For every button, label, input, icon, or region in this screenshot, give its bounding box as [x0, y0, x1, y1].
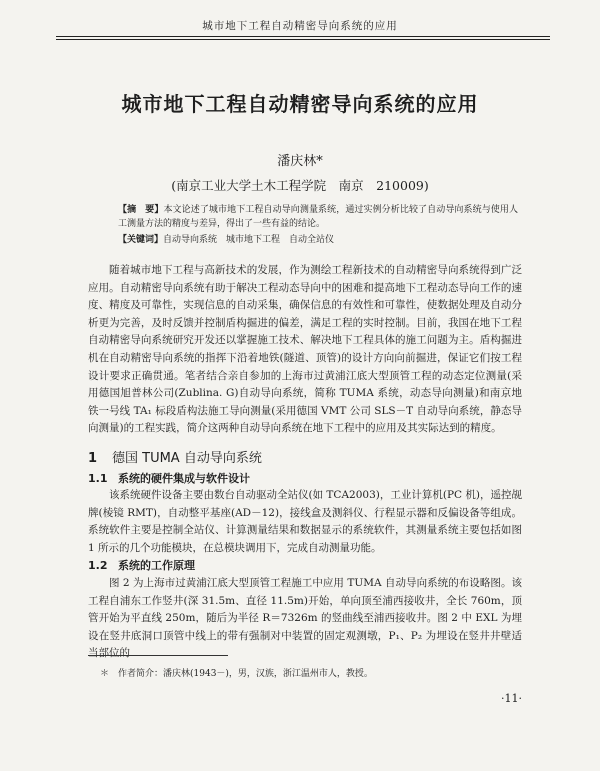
subsection-title: 系统的工作原理 — [118, 559, 195, 572]
section-heading-1 — [88, 447, 262, 466]
keywords-text: 自动导向系统 城市地下工程 自动全站仪 — [163, 235, 335, 245]
subsection-number: 1.1 — [88, 472, 108, 485]
footnote-rule — [88, 655, 228, 656]
subsection-title: 系统的硬件集成与软件设计 — [118, 472, 250, 485]
header-rule-double — [56, 39, 550, 40]
abstract-text: 本文论述了城市地下工程自动导向测量系统，通过实例分析比较了自动导向系统与使用人工测量方法的精度与差异，得出了一些有益的结论。 — [118, 205, 518, 229]
keywords — [118, 233, 518, 247]
intro-paragraph: 随着城市地下工程与高新技术的发展，作为测绘工程新技术的自动精密导向系统得到广泛应用。自动精密导向系统有助于解决工程动态导向中的困难和提高地下工程动态导向工作的速度、精度及可靠性，实现信息的自动采集，确保信息的有效性和可靠性，使数据处理及自动分析更为完善，及时反馈并控制盾构掘进的偏差，满足工程的实时控制。目前，我国在地下工程自动精密导向系统研究开发还以掌握施工技术、解决地下工程具体的施工问题为主。盾构掘进机在自动精密导向系统的指挥下沿着地铁(隧道、顶管)的设计方向向前掘进，保证它们按工程设计要求正确贯通。笔者结合亲自参加的上海市过黄浦江底大型顶管工程的动态定位测量(采用德国旭普林公司(Zublina. G)自动导向系统，简称 TUMA 系统，动态导向测量)和南京地铁一号线 TA₁ 标段盾构法施工导向测量(采用德国 VMT 公司 SLS－T 自动导向系统，静态导向测量)的工程实践，简介这两种自动导向系统在地下工程中的应用及其实际达到的精度。 — [88, 264, 522, 435]
section-title: 德国 TUMA 自动导向系统 — [112, 451, 262, 466]
subsection-heading-1-1 — [88, 470, 250, 486]
subsection-heading-1-2 — [88, 557, 195, 573]
abstract-label: 【摘 要】 — [118, 205, 164, 215]
running-header: 城市地下工程自动精密导向系统的应用 — [202, 20, 398, 32]
paragraph: 图 2 为上海市过黄浦江底大型顶管工程施工中应用 TUMA 自动导向系统的布设略图。该工程自浦东工作竖井(深 31.5m、直径 11.5m)开始，单向顶至浦西接收井，全长 760m，顶管开始为平直线 250m，随后为半径 R＝7326m 的竖曲线至浦西接收井。图 2 中 EXL 为埋设在竖井底洞口顶管中线上的带有强制对中装置的固定观测墩，P₁、P₂ 为埋设在竖井井壁适当部位的 — [88, 577, 522, 660]
keywords-label: 【关键词】 — [118, 235, 164, 245]
paper-title: 城市地下工程自动精密导向系统的应用 — [121, 92, 479, 116]
page-number: ·11· — [501, 692, 522, 705]
abstract — [118, 203, 518, 231]
author-footnote: ＊ 作者简介：潘庆林(1943－)，男，汉族，浙江温州市人，教授。 — [100, 669, 373, 679]
section-number: 1 — [88, 451, 98, 466]
paragraph: 该系统硬件设备主要由数台自动驱动全站仪(如 TCA2003)，工业计算机(PC 机)，遥控觇牌(棱镜 RMT)，自动整平基座(AD－12)，接线盒及测斜仪、行程显示器和反偏设备等组成。系统软件主要是控制全站仪、计算测量结果和数据显示的系统软件，其测量系统主要包括如图 1 所示的几个功能模块，在总模块调用下，完成自动测量功能。 — [88, 489, 523, 554]
author-name: 潘庆林* — [277, 154, 323, 169]
subsection-number: 1.2 — [88, 559, 108, 572]
author-affiliation: (南京工业大学土木工程学院 南京 210009) — [171, 178, 429, 193]
header-rule — [56, 36, 550, 37]
subsection-1-1-body — [88, 487, 522, 557]
introduction — [88, 262, 522, 438]
subsection-1-2-body — [88, 575, 522, 663]
